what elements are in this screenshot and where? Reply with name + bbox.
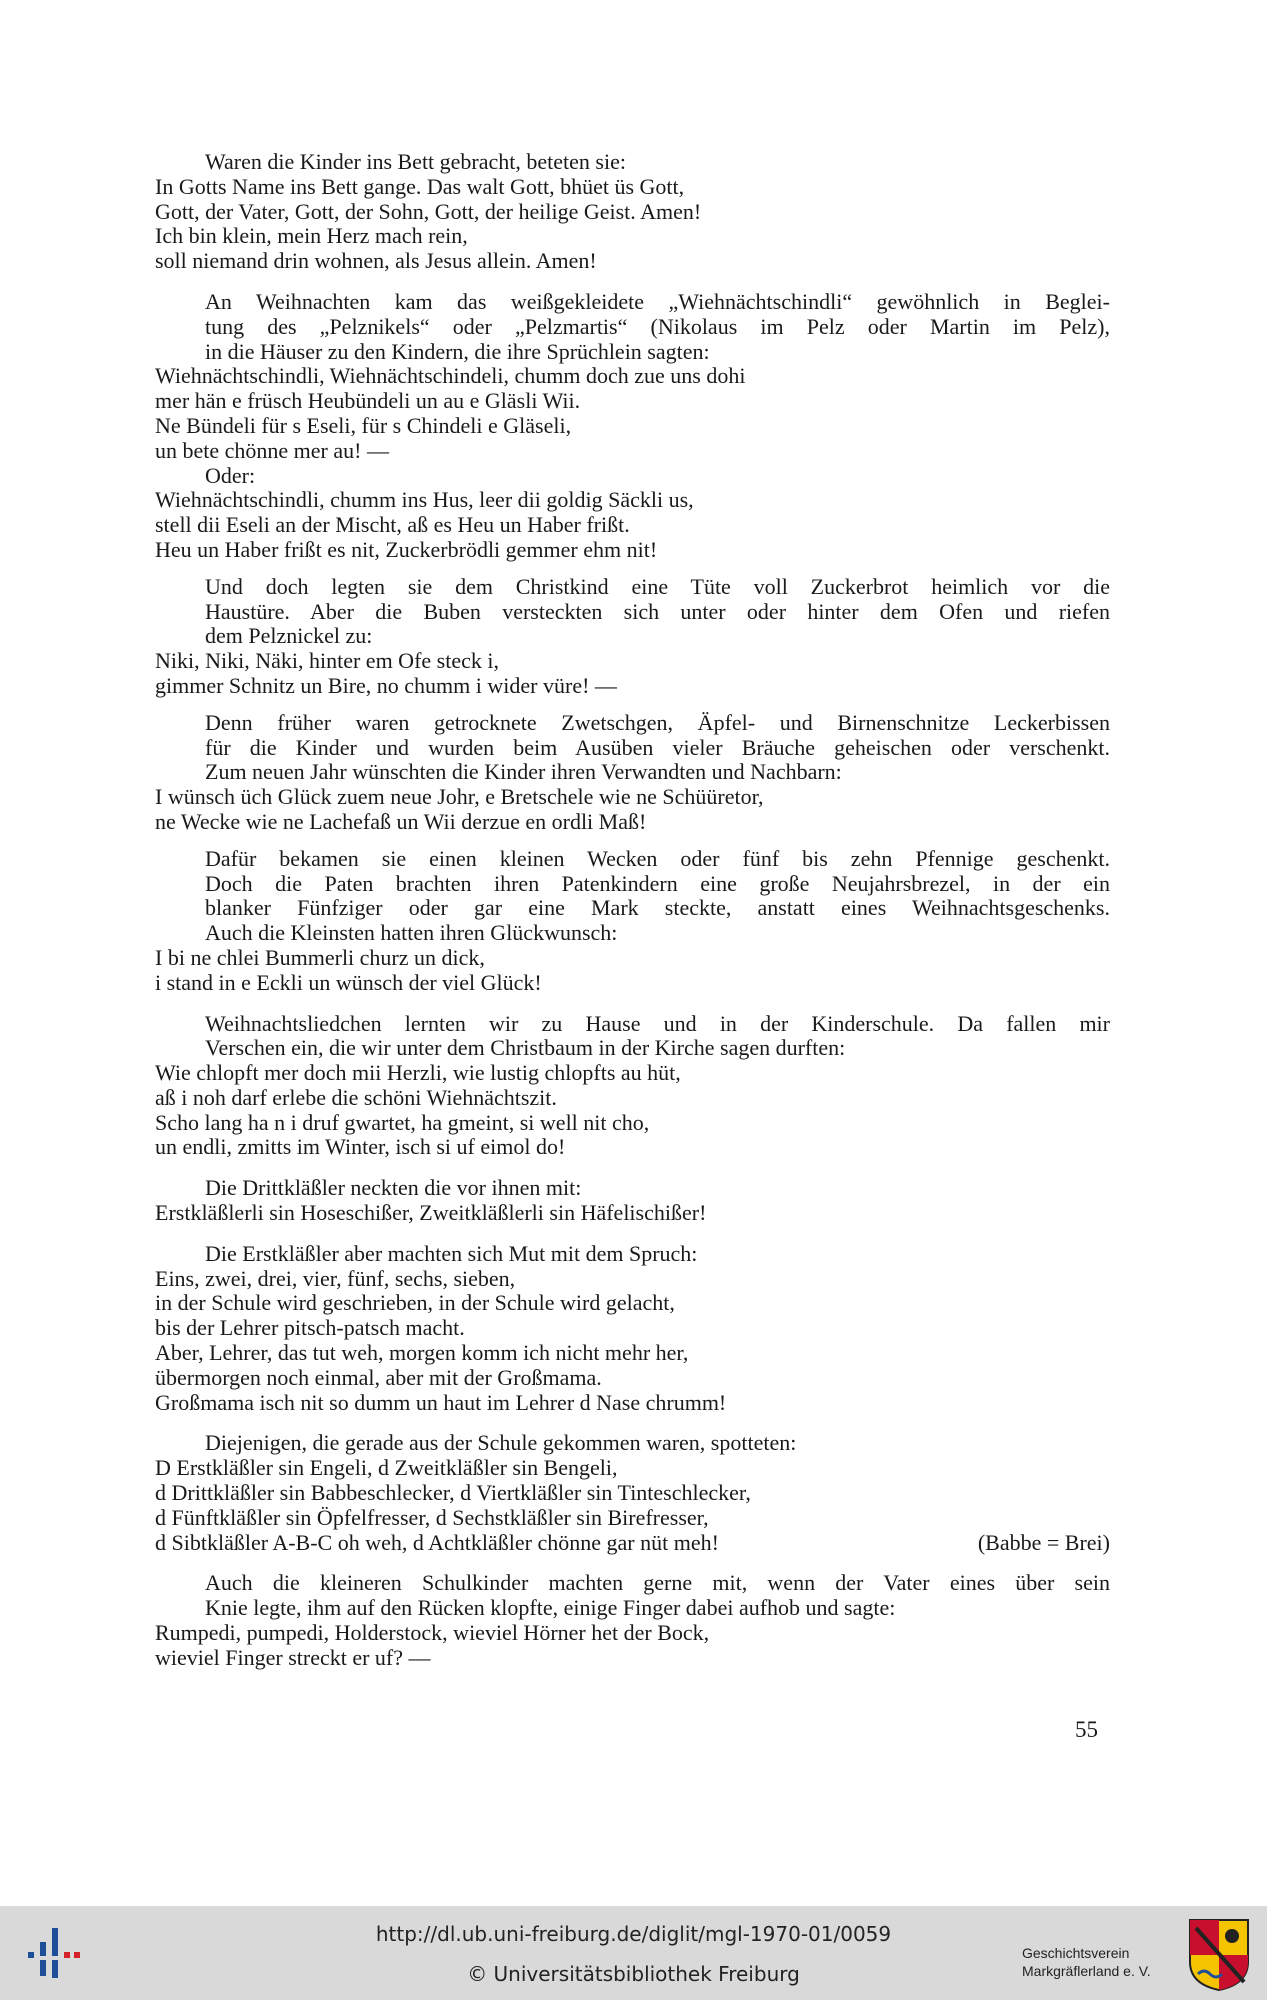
prose-line: Denn früher waren getrocknete Zwetschgen, Äpfel- und Birnenschnitze Leckerbissen bbox=[205, 709, 1110, 735]
paragraph bbox=[155, 711, 1110, 835]
paragraph bbox=[155, 1012, 1110, 1161]
prose-line: Die Drittkläßler neckten die vor ihnen mit: bbox=[205, 1175, 582, 1201]
prose-line: Verschen ein, die wir unter dem Christbaum in der Kirche sagen durften: bbox=[205, 1035, 846, 1061]
verse-line: Erstkläßlerli sin Hoseschißer, Zweitkläßlerli sin Häfelischißer! bbox=[155, 1200, 707, 1226]
paragraph bbox=[155, 1431, 1110, 1555]
gloss-note: (Babbe = Brei) bbox=[977, 1529, 1110, 1555]
verse-line: I bi ne chlei Bummerli churz un dick, bbox=[155, 944, 485, 970]
prose-line: Waren die Kinder ins Bett gebracht, beteten sie: bbox=[205, 149, 626, 174]
prose-line: in die Häuser zu den Kindern, die ihre Sprüchlein sagten: bbox=[205, 338, 710, 364]
verse-line: D Erstkläßler sin Engeli, d Zweitkläßler sin Bengeli, bbox=[155, 1455, 618, 1481]
prose-line: Haustüre. Aber die Buben versteckten sich unter oder hinter dem Ofen und riefen bbox=[205, 598, 1110, 624]
prose-line: Knie legte, ihm auf den Rücken klopfte, einige Finger dabei aufhob und sagte: bbox=[205, 1595, 896, 1621]
verse-line: d Drittkläßler sin Babbeschlecker, d Viertkläßler sin Tinteschlecker, bbox=[155, 1480, 751, 1506]
verse-line: bis der Lehrer pitsch-patsch macht. bbox=[155, 1315, 465, 1341]
footer-bar bbox=[0, 1906, 1267, 2000]
prose-line: Oder: bbox=[205, 462, 256, 488]
paragraph bbox=[155, 150, 1110, 274]
verse-line: Niki, Niki, Näki, hinter em Ofe steck i, bbox=[155, 648, 499, 674]
verse-line: Großmama isch nit so dumm un haut im Lehrer d Nase chrumm! bbox=[155, 1389, 727, 1415]
verse-line: mer hän e früsch Heubündeli un au e Gläsli Wii. bbox=[155, 388, 581, 414]
prose-line: Weihnachtsliedchen lernten wir zu Hause und in der Kinderschule. Da fallen mir bbox=[205, 1010, 1110, 1036]
verse-line: Gott, der Vater, Gott, der Sohn, Gott, der heilige Geist. Amen! bbox=[155, 198, 702, 224]
prose-line: für die Kinder und wurden beim Ausüben vieler Bräuche geheischen oder verschenkt. bbox=[205, 734, 1110, 760]
source-url[interactable]: http://dl.ub.uni-freiburg.de/diglit/mgl-1970-01/0059 bbox=[375, 1922, 892, 1946]
society-name bbox=[1022, 1944, 1172, 1980]
verse-line: Ich bin klein, mein Herz mach rein, bbox=[155, 223, 468, 249]
verse-line: soll niemand drin wohnen, als Jesus allein. Amen! bbox=[155, 248, 597, 274]
prose-line: Und doch legten sie dem Christkind eine Tüte voll Zuckerbrot heimlich vor die bbox=[205, 573, 1110, 599]
prose-line: tung des „Pelznikels“ oder „Pelzmartis“ (Nikolaus im Pelz oder Martin im Pelz), bbox=[205, 313, 1110, 339]
verse-line: Wiehnächtschindli, chumm ins Hus, leer dii goldig Säckli us, bbox=[155, 487, 694, 513]
verse-line: Eins, zwei, drei, vier, fünf, sechs, sieben, bbox=[155, 1265, 516, 1291]
verse-line: stell dii Eseli an der Mischt, aß es Heu un Haber frißt. bbox=[155, 512, 630, 538]
page-number: 55 bbox=[1075, 1717, 1098, 1742]
verse-line-with-note bbox=[155, 1531, 1110, 1556]
verse-line: ne Wecke wie ne Lachefaß un Wii derzue en ordli Maß! bbox=[155, 808, 647, 834]
verse-line: d Fünftkläßler sin Öpfelfresser, d Sechstkläßler sin Birefresser, bbox=[155, 1504, 709, 1530]
verse-line: Aber, Lehrer, das tut weh, morgen komm ich nicht mehr her, bbox=[155, 1340, 689, 1366]
verse-line: wieviel Finger streckt er uf? — bbox=[155, 1644, 431, 1670]
copyright-text: © Universitätsbibliothek Freiburg bbox=[467, 1962, 800, 1986]
page-text bbox=[155, 150, 1110, 1687]
verse-line: Scho lang ha n i druf gwartet, ha gmeint, si well nit cho, bbox=[155, 1109, 650, 1135]
verse-line: d Sibtkläßler A-B-C oh weh, d Achtkläßler chönne gar nüt meh! bbox=[155, 1529, 719, 1555]
society-line: Geschichtsverein bbox=[1022, 1945, 1130, 1961]
verse-line: i stand in e Eckli un wünsch der viel Glück! bbox=[155, 969, 542, 995]
prose-line: Zum neuen Jahr wünschten die Kinder ihren Verwandten und Nachbarn: bbox=[205, 759, 842, 785]
society-line: Markgräflerland e. V. bbox=[1022, 1963, 1151, 1979]
verse-line: übermorgen noch einmal, aber mit der Großmama. bbox=[155, 1364, 602, 1390]
verse-line: gimmer Schnitz un Bire, no chumm i wider vüre! — bbox=[155, 672, 617, 698]
verse-line: Wie chlopft mer doch mii Herzli, wie lustig chlopfts au hüt, bbox=[155, 1060, 681, 1086]
prose-line: An Weihnachten kam das weißgekleidete „Wiehnächtschindli“ gewöhnlich in Beglei- bbox=[205, 288, 1110, 314]
paragraph bbox=[155, 1242, 1110, 1416]
prose-line: Dafür bekamen sie einen kleinen Wecken oder fünf bis zehn Pfennige geschenkt. bbox=[205, 845, 1110, 871]
paragraph bbox=[155, 1176, 1110, 1226]
prose-line: Die Erstkläßler aber machten sich Mut mit dem Spruch: bbox=[205, 1240, 698, 1266]
prose-line: Doch die Paten brachten ihren Patenkindern eine große Neujahrsbrezel, in der ein bbox=[205, 870, 1110, 896]
prose-line: blanker Fünfziger oder gar eine Mark steckte, anstatt eines Weihnachtsgeschenks. bbox=[205, 895, 1110, 921]
verse-line: un endli, zmitts im Winter, isch si uf eimol do! bbox=[155, 1134, 566, 1160]
prose-line: Auch die Kleinsten hatten ihren Glückwunsch: bbox=[205, 920, 618, 946]
verse-line: Heu un Haber frißt es nit, Zuckerbrödli gemmer ehm nit! bbox=[155, 536, 658, 562]
coat-of-arms-icon bbox=[1188, 1918, 1250, 1992]
paragraph bbox=[155, 290, 1110, 563]
verse-line: In Gotts Name ins Bett gange. Das walt Gott, bhüet üs Gott, bbox=[155, 173, 685, 199]
verse-line: Ne Bündeli für s Eseli, für s Chindeli e Gläseli, bbox=[155, 412, 572, 438]
verse-line: I wünsch üch Glück zuem neue Johr, e Bretschele wie ne Schüüretor, bbox=[155, 784, 764, 810]
verse-line: Rumpedi, pumpedi, Holderstock, wieviel Hörner het der Bock, bbox=[155, 1620, 710, 1646]
prose-line: dem Pelznickel zu: bbox=[205, 623, 373, 649]
paragraph bbox=[155, 1571, 1110, 1670]
prose-line: Diejenigen, die gerade aus der Schule gekommen waren, spotteten: bbox=[205, 1430, 797, 1456]
verse-line: in der Schule wird geschrieben, in der Schule wird gelacht, bbox=[155, 1290, 675, 1316]
verse-line: un bete chönne mer au! — bbox=[155, 437, 389, 463]
prose-line: Auch die kleineren Schulkinder machten gerne mit, wenn der Vater eines über sein bbox=[205, 1570, 1110, 1596]
paragraph bbox=[155, 847, 1110, 996]
paragraph bbox=[155, 575, 1110, 699]
verse-line: Wiehnächtschindli, Wiehnächtschindeli, chumm doch zue uns dohi bbox=[155, 363, 746, 389]
verse-line: aß i noh darf erlebe die schöni Wiehnächtszit. bbox=[155, 1084, 557, 1110]
